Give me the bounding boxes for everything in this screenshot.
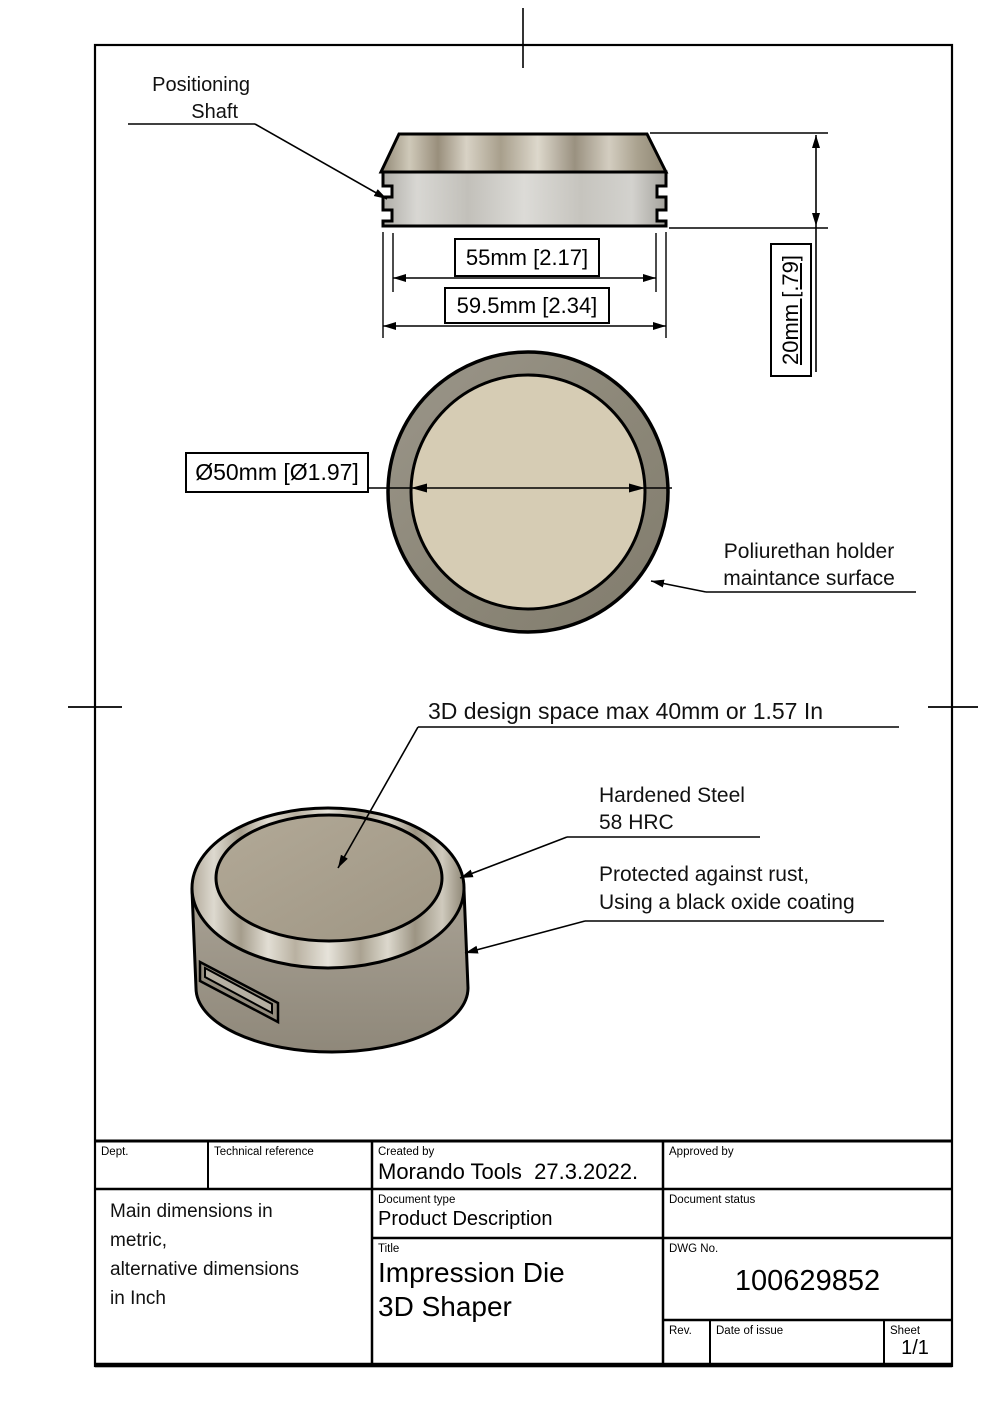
document-status-label: Document status — [669, 1194, 756, 1206]
notes-line: alternative dimensions — [110, 1259, 300, 1280]
callout-line: 58 HRC — [599, 811, 674, 834]
sheet-value: 1/1 — [901, 1337, 929, 1359]
dim-label-59-5mm: 59.5mm [2.34] — [444, 287, 610, 324]
document-type-value: Product Description — [378, 1208, 553, 1230]
design-space-callout: 3D design space max 40mm or 1.57 In — [428, 698, 824, 724]
iso-view-top-face — [216, 815, 442, 941]
document-type-label: Document type — [378, 1194, 456, 1206]
rev-label: Rev. — [669, 1325, 692, 1337]
holder-leader — [651, 581, 706, 592]
date-of-issue-label: Date of issue — [716, 1325, 784, 1337]
side-view-body — [383, 172, 666, 226]
approved-by-label: Approved by — [669, 1146, 734, 1158]
title-line: Impression Die — [378, 1257, 565, 1288]
notes-line: in Inch — [110, 1288, 166, 1309]
notes-line: Main dimensions in — [110, 1201, 273, 1222]
callout-line: maintance surface — [723, 567, 895, 590]
callout-line: Poliurethan holder — [723, 540, 895, 563]
holder-callout — [700, 538, 918, 592]
dim-label-20mm: 20mm [.79] — [770, 243, 812, 377]
dim-label-diameter: Ø50mm [Ø1.97] — [185, 452, 369, 493]
positioning-shaft-callout — [90, 72, 250, 126]
dwg-no-value: 100629852 — [734, 1265, 881, 1297]
sheet-label: Sheet — [890, 1325, 921, 1337]
technical-reference-label: Technical reference — [214, 1146, 314, 1158]
coating-callout — [599, 861, 855, 917]
created-by-label: Created by — [378, 1146, 435, 1158]
top-view-die-face — [411, 375, 645, 609]
callout-line: Positioning — [152, 74, 250, 96]
callout-line: Protected against rust, — [599, 863, 810, 886]
dim-label-55mm: 55mm [2.17] — [454, 238, 600, 277]
title-value — [378, 1256, 565, 1324]
hardened-steel-leader — [460, 837, 567, 878]
coating-leader — [465, 921, 585, 953]
title-label: Title — [378, 1243, 400, 1255]
callout-line: Using a black oxide coating — [599, 891, 855, 914]
callout-line: Hardened Steel — [599, 784, 745, 807]
callout-line: Shaft — [191, 101, 238, 123]
positioning-shaft-leader — [255, 124, 387, 199]
hardened-steel-callout — [599, 782, 745, 836]
dimension-notes — [110, 1197, 370, 1313]
dept-label: Dept. — [101, 1146, 129, 1158]
notes-line: metric, — [110, 1230, 167, 1251]
created-by-value: Morando Tools 27.3.2022. — [378, 1159, 639, 1184]
side-view-top-face — [381, 134, 666, 172]
title-line: 3D Shaper — [378, 1291, 512, 1322]
dwg-no-label: DWG No. — [669, 1243, 719, 1255]
